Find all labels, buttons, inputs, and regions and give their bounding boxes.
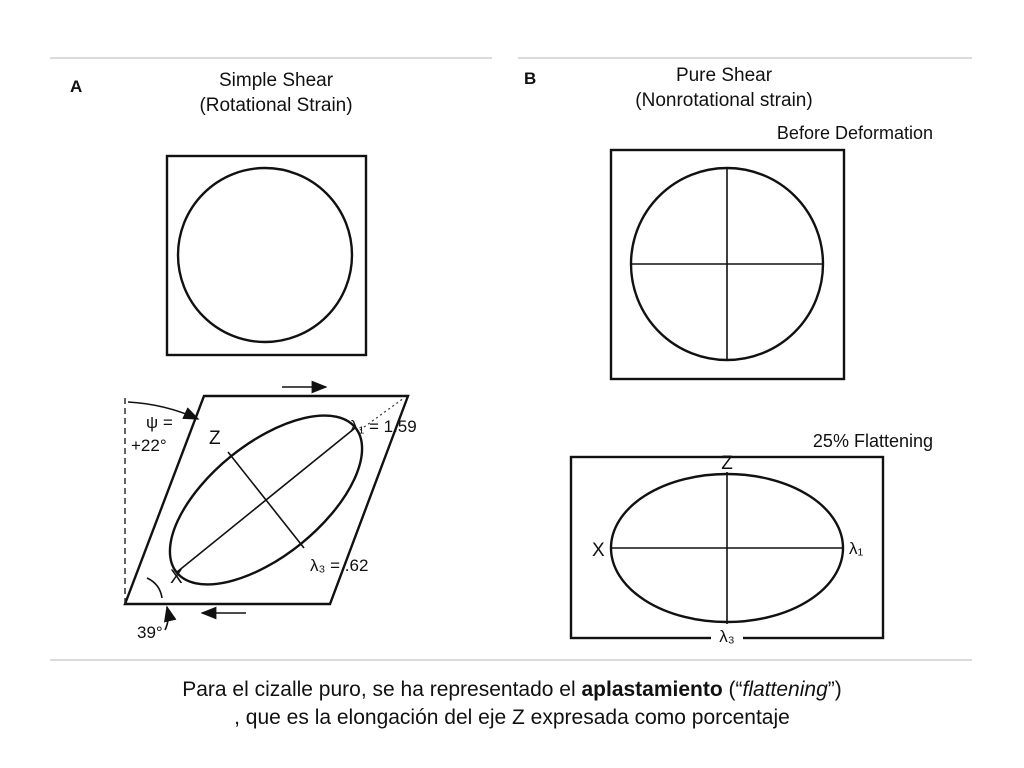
panel-b-lambda1: λ₁ bbox=[849, 539, 864, 558]
panel-a-angle-pointer bbox=[165, 607, 168, 630]
panel-a-psi-line2: +22° bbox=[131, 436, 167, 455]
panel-a-initial-circle bbox=[178, 168, 352, 342]
panel-a-angle-label: 39° bbox=[137, 623, 163, 642]
panel-a-label: A bbox=[70, 77, 83, 96]
panel-b-after-label: 25% Flattening bbox=[812, 431, 933, 451]
panel-b-x-label: X bbox=[592, 540, 605, 561]
caption-line1-mid: (“ bbox=[722, 678, 743, 701]
caption-italic-term: flattening bbox=[742, 678, 828, 701]
panel-a-lambda1: λ₁ = 1.59 bbox=[350, 417, 417, 436]
panel-b-lambda3: λ₃ bbox=[719, 627, 735, 646]
panel-a-lambda3: λ₃ = .62 bbox=[310, 556, 369, 575]
caption bbox=[0, 676, 1024, 732]
caption-line1-pre: Para el cizalle puro, se ha representado el bbox=[182, 678, 582, 701]
panel-b-z-label: Z bbox=[721, 453, 733, 474]
panel-a-short-axis bbox=[228, 452, 304, 548]
panel-b-label: B bbox=[524, 69, 537, 88]
panel-a-title-line1: Simple Shear bbox=[218, 70, 334, 91]
panel-a bbox=[70, 70, 417, 642]
panel-b bbox=[524, 65, 933, 646]
panel-b-title-line1: Pure Shear bbox=[675, 65, 773, 86]
caption-bold-term: aplastamiento bbox=[581, 678, 723, 701]
caption-line2: , que es la elongación del eje Z expresada como porcentaje bbox=[234, 706, 790, 729]
panel-a-x-label: X bbox=[170, 567, 183, 588]
panel-b-title-line2: (Nonrotational strain) bbox=[635, 90, 813, 111]
panel-a-psi-line1: ψ = bbox=[146, 413, 173, 432]
caption-line1-post: ”) bbox=[827, 678, 842, 701]
panel-a-angle-arc bbox=[147, 578, 162, 598]
panel-a-z-label: Z bbox=[209, 428, 221, 449]
caption-line1 bbox=[0, 676, 1024, 704]
panel-a-initial-square bbox=[167, 156, 366, 355]
panel-a-title-line2: (Rotational Strain) bbox=[199, 95, 353, 116]
panel-b-before-label: Before Deformation bbox=[776, 123, 933, 143]
